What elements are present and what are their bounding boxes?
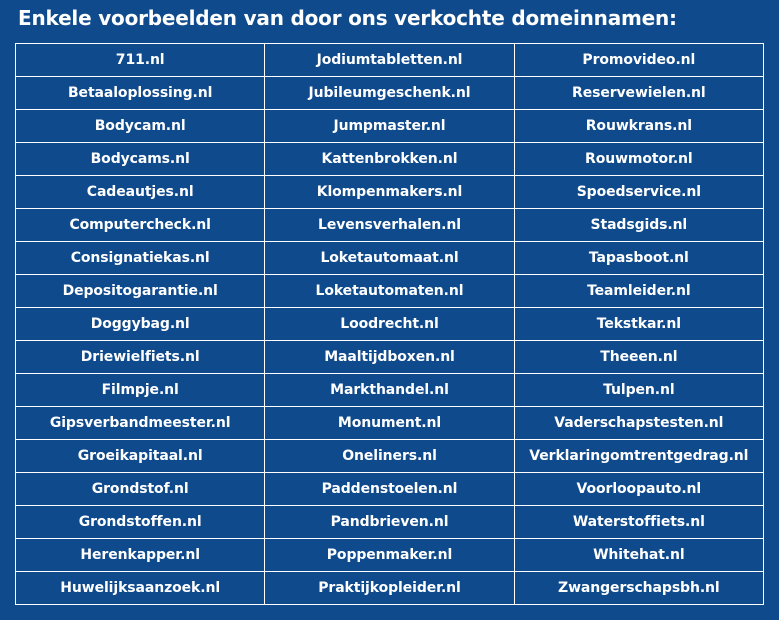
domain-cell: Jumpmaster.nl — [265, 110, 514, 143]
domain-cell: Teamleider.nl — [514, 275, 763, 308]
domain-cell: 711.nl — [16, 44, 265, 77]
domain-cell: Vaderschapstesten.nl — [514, 407, 763, 440]
table-row — [16, 275, 764, 308]
domain-cell: Oneliners.nl — [265, 440, 514, 473]
domain-cell: Grondstof.nl — [16, 473, 265, 506]
table-row — [16, 572, 764, 605]
domain-cell: Filmpje.nl — [16, 374, 265, 407]
domain-cell: Loodrecht.nl — [265, 308, 514, 341]
domain-cell: Herenkapper.nl — [16, 539, 265, 572]
domain-cell: Whitehat.nl — [514, 539, 763, 572]
domain-cell: Tapasboot.nl — [514, 242, 763, 275]
domain-cell: Promovideo.nl — [514, 44, 763, 77]
domain-cell: Poppenmaker.nl — [265, 539, 514, 572]
domain-cell: Bodycams.nl — [16, 143, 265, 176]
domain-cell: Jodiumtabletten.nl — [265, 44, 514, 77]
domain-cell: Loketautomaat.nl — [265, 242, 514, 275]
table-row — [16, 143, 764, 176]
domain-cell: Rouwmotor.nl — [514, 143, 763, 176]
table-row — [16, 44, 764, 77]
domain-cell: Tekstkar.nl — [514, 308, 763, 341]
domain-cell: Consignatiekas.nl — [16, 242, 265, 275]
table-row — [16, 506, 764, 539]
domain-cell: Jubileumgeschenk.nl — [265, 77, 514, 110]
table-row — [16, 110, 764, 143]
table-row — [16, 407, 764, 440]
domain-cell: Stadsgids.nl — [514, 209, 763, 242]
table-row — [16, 374, 764, 407]
domain-cell: Bodycam.nl — [16, 110, 265, 143]
domain-cell: Praktijkopleider.nl — [265, 572, 514, 605]
domain-cell: Paddenstoelen.nl — [265, 473, 514, 506]
domain-table-body — [16, 44, 764, 605]
table-row — [16, 77, 764, 110]
domain-cell: Groeikapitaal.nl — [16, 440, 265, 473]
domain-cell: Spoedservice.nl — [514, 176, 763, 209]
domain-cell: Tulpen.nl — [514, 374, 763, 407]
domain-cell: Doggybag.nl — [16, 308, 265, 341]
domain-cell: Waterstoffiets.nl — [514, 506, 763, 539]
domain-table — [15, 43, 764, 605]
domain-cell: Voorloopauto.nl — [514, 473, 763, 506]
domain-cell: Rouwkrans.nl — [514, 110, 763, 143]
domain-cell: Levensverhalen.nl — [265, 209, 514, 242]
table-row — [16, 209, 764, 242]
domain-cell: Driewielfiets.nl — [16, 341, 265, 374]
domain-cell: Betaaloplossing.nl — [16, 77, 265, 110]
domain-cell: Gipsverbandmeester.nl — [16, 407, 265, 440]
domain-cell: Grondstoffen.nl — [16, 506, 265, 539]
domain-cell: Monument.nl — [265, 407, 514, 440]
domain-cell: Markthandel.nl — [265, 374, 514, 407]
domain-cell: Kattenbrokken.nl — [265, 143, 514, 176]
domain-cell: Huwelijksaanzoek.nl — [16, 572, 265, 605]
domain-cell: Klompenmakers.nl — [265, 176, 514, 209]
table-row — [16, 539, 764, 572]
domain-cell: Theeen.nl — [514, 341, 763, 374]
domain-cell: Cadeautjes.nl — [16, 176, 265, 209]
table-row — [16, 242, 764, 275]
domain-cell: Computercheck.nl — [16, 209, 265, 242]
table-row — [16, 176, 764, 209]
table-row — [16, 308, 764, 341]
table-row — [16, 341, 764, 374]
domain-cell: Verklaringomtrentgedrag.nl — [514, 440, 763, 473]
domain-cell: Reservewielen.nl — [514, 77, 763, 110]
page-title: Enkele voorbeelden van door ons verkochte domeinnamen: — [18, 6, 677, 30]
domain-cell: Depositogarantie.nl — [16, 275, 265, 308]
domain-cell: Pandbrieven.nl — [265, 506, 514, 539]
domain-cell: Loketautomaten.nl — [265, 275, 514, 308]
table-row — [16, 473, 764, 506]
table-row — [16, 440, 764, 473]
domain-cell: Maaltijdboxen.nl — [265, 341, 514, 374]
domain-cell: Zwangerschapsbh.nl — [514, 572, 763, 605]
